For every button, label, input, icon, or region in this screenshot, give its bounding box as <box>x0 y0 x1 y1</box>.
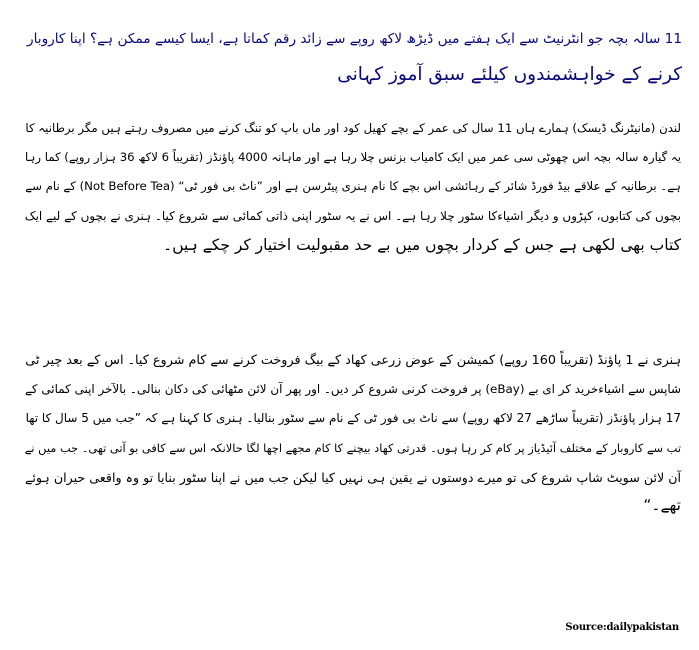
article-paragraph-2 <box>18 346 681 518</box>
paragraph-line: شاپس سے اشیاءخرید کر ای بے (eBay) پر فروخت کرنی شروع کر دیں۔ اور پھر آن لائن مٹھائی کی دکان بنالی۔ بالآخر اپنی کمائی کے <box>24 382 681 397</box>
paragraph-line: لندن (مانیٹرنگ ڈیسک) ہمارے ہاں 11 سال کی عمر کے بچے کھیل کود اور ماں باپ کو تنگ کرنے میں مصروف رہتے ہیں مگر برطانیہ کا <box>25 121 681 135</box>
paragraph-line: ہنری نے 1 پاﺅنڈ (تقریباً 160 روپے) کمیشن کے عوض زرعی کھاد کے بیگ فروخت کرنے سے کام شروع کیا۔ اس کے بعد چیر ٹی <box>25 353 681 368</box>
paragraph-line: 17 ہزار پاﺅنڈز (تقریباً ساڑھے 27 لاکھ روپے) سے ناٹ بی فور ٹی کے نام سے سٹور بنالیا۔ ہنری کا کہنا ہے کہ ”جب میں 5 سال کا تھا <box>25 411 681 426</box>
article-headline <box>20 22 682 92</box>
article-paragraph-1 <box>18 114 681 260</box>
headline-line: کرنے کے خواہشمندوں کیلئے سبق آموز کہانی <box>337 64 682 85</box>
paragraph-line: تب سے کاروبار کے مختلف آئیڈیاز پر کام کر رہا ہوں۔ قدرتی کھاد بیچنے کا کام مجھے اچھا لگا حالانکہ اس سے کافی بو آتی تھی۔ جب میں نے <box>24 440 681 455</box>
paragraph-line: آن لائن سویٹ شاپ شروع کی تو میرے دوستوں نے یقین ہی نہیں کیا لیکن جب میں نے اپنا سٹور بنایا تو وہ واقعی حیران ہوئے <box>24 469 681 485</box>
source-credit: Source:dailypakistan <box>565 622 679 633</box>
paragraph-line: تھے۔“ <box>643 496 681 515</box>
headline-line: 11 سالہ بچہ جو انٹرنیٹ سے ایک ہفتے میں ڈیڑھ لاکھ روپے سے زائد رقم کماتا ہے، ایسا کیسے ممکن ہے؟ اپنا کاروبار <box>27 31 682 47</box>
paragraph-line: بچوں کی کتابوں، کپڑوں و دیگر اشیاءکا سٹور چلا رہا ہے۔ اس نے یہ سٹور اپنی ذاتی کمائی سے شروع کیا۔ ہنری نے بچوں کے لیے ایک <box>24 208 681 223</box>
paragraph-line: ہے۔ برطانیہ کے علاقے بیڈ فورڈ شائر کے رہائشی اس بچے کا نام ہنری پیٹرسن ہے اور ”ناٹ بی فور ٹی“ (Not Before Tea) کے نام سے <box>25 179 681 194</box>
paragraph-line: کتاب بھی لکھی ہے جس کے کردار بچوں میں بے حد مقبولیت اختیار کر چکے ہیں۔ <box>163 235 681 254</box>
paragraph-line: یہ گیارہ سالہ بچہ اس چھوٹی سی عمر میں ایک کامیاب بزنس چلا رہا ہے اور ماہانہ 4000 پاﺅنڈز (تقریباً 6 لاکھ 36 ہزار روپے) کما رہا <box>25 150 681 165</box>
